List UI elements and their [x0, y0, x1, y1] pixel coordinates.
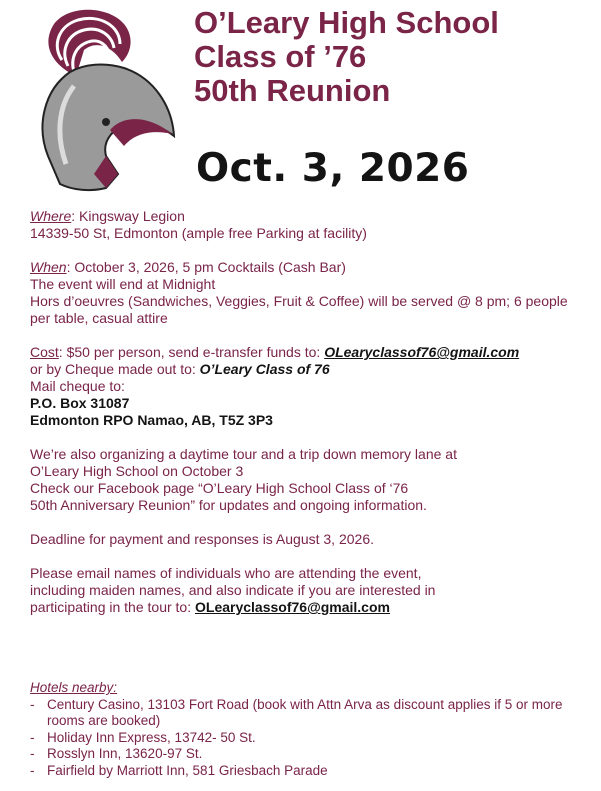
hotel-name: Century Casino, 13103 Fort Road (book with Attn Arva as discount applies if 5 or more rooms are booked)	[47, 696, 563, 728]
where-venue: : Kingsway Legion	[71, 208, 185, 224]
cheque-payee: O’Leary Class of 76	[199, 361, 330, 377]
when-label: When	[30, 259, 67, 275]
hotels-list	[30, 697, 590, 780]
cheque-text: or by Cheque made out to:	[30, 361, 200, 377]
where-line	[30, 208, 590, 225]
title-line-2: Class of ’76	[194, 39, 367, 74]
mail-label: Mail cheque to:	[30, 378, 125, 394]
request-email-link[interactable]: OLearyclassof76@gmail.com	[195, 599, 390, 615]
hotel-item: - Fairfield by Marriott Inn, 581 Griesbach Parade	[30, 762, 328, 778]
event-date: Oct. 3, 2026	[196, 146, 470, 191]
when-line	[30, 259, 590, 276]
page-title	[194, 6, 499, 108]
tour-line-3: Check our Facebook page “O’Leary High School Class of ‘76	[30, 480, 409, 496]
when-time: : October 3, 2026, 5 pm Cocktails (Cash Bar)	[66, 259, 346, 275]
request-line-2: including maiden names, and also indicate if you are interested in	[30, 582, 436, 598]
hotel-item: - Century Casino, 13103 Fort Road (book with Attn Arva as discount applies if 5 or more rooms are booked)	[30, 697, 590, 730]
title-line-3: 50th Reunion	[194, 73, 391, 108]
tour-line-1: We’re also organizing a daytime tour and a trip down memory lane at	[30, 446, 457, 462]
deadline-text: Deadline for payment and responses is August 3, 2026.	[30, 531, 374, 547]
po-box: P.O. Box 31087	[30, 395, 130, 411]
hotel-item: - Holiday Inn Express, 13742- 50 St.	[30, 729, 256, 745]
where-label: Where	[30, 208, 72, 224]
request-text: participating in the tour to:	[30, 599, 195, 615]
hotel-item: - Rosslyn Inn, 13620-97 St.	[30, 746, 203, 761]
title-line-1: O’Leary High School	[194, 5, 499, 40]
cheque-line	[30, 361, 590, 378]
tour-line-2: O’Leary High School on October 3	[30, 463, 244, 479]
cost-line	[30, 344, 590, 361]
hotel-name: Fairfield by Marriott Inn, 581 Griesbach Parade	[47, 762, 328, 778]
request-line-1: Please email names of individuals who are attending the event,	[30, 565, 422, 581]
tour-line-4: 50th Anniversary Reunion” for updates and ongoing information.	[30, 497, 427, 513]
hotel-name: Holiday Inn Express, 13742- 50 St.	[47, 729, 256, 745]
hotels-heading: Hotels nearby:	[30, 680, 118, 695]
cost-email-link[interactable]: OLearyclassof76@gmail.com	[324, 344, 520, 360]
where-address: 14339-50 St, Edmonton (ample free Parking at facility)	[30, 225, 367, 241]
mail-city: Edmonton RPO Namao, AB, T5Z 3P3	[30, 412, 273, 428]
hotel-name: Rosslyn Inn, 13620-97 St.	[47, 746, 203, 761]
when-end: The event will end at Midnight	[30, 276, 216, 292]
spartan-helmet-icon	[14, 6, 182, 196]
request-line-3	[30, 599, 590, 616]
when-food: Hors d’oeuvres (Sandwiches, Veggies, Fruit & Coffee) will be served @ 8 pm; 6 people per table, casual attire	[30, 293, 568, 326]
hotels-section	[30, 680, 590, 779]
cost-text: : $50 per person, send e-transfer funds to:	[58, 344, 325, 360]
cost-label: Cost	[30, 344, 59, 360]
event-details	[30, 208, 590, 616]
